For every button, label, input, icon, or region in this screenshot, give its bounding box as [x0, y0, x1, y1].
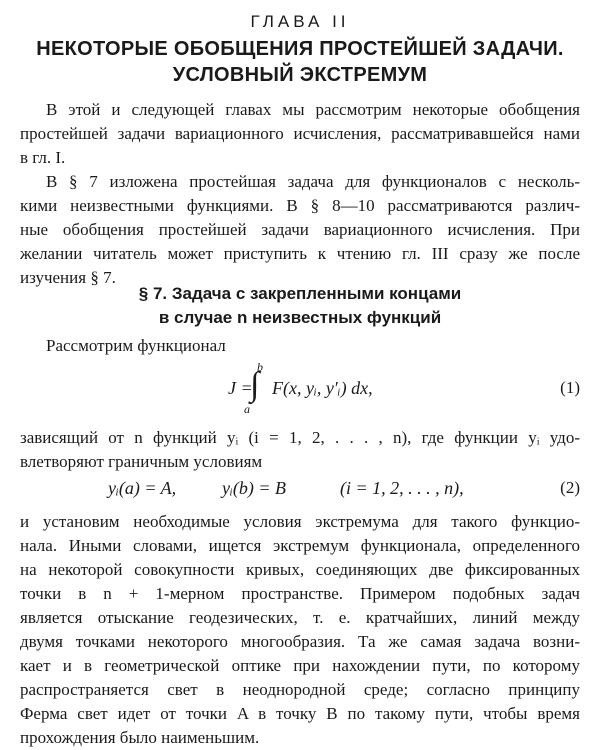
eq2-part-2: yᵢ(b) = B [222, 478, 286, 498]
eq1-integrand: F(x, yᵢ, y′ᵢ) dx, [272, 378, 373, 398]
text-line: Рассмотрим функционал [46, 336, 226, 355]
eq2-number: (2) [560, 478, 580, 497]
eq1-upper-limit: b [257, 360, 263, 374]
text-line: простейшей задачи вариационного исчисления, рассматривавшейся нами [20, 124, 580, 143]
text-line: точки в n + 1-мерном пространстве. Примером подобных задач [20, 584, 580, 603]
chapter-heading: ГЛАВА II [250, 12, 350, 31]
text-line: изучения § 7. [20, 268, 116, 287]
section-heading [0, 282, 600, 330]
text-line: зависящий от n функций yᵢ (i = 1, 2, . . . , n), где функции yᵢ удо- [20, 428, 580, 447]
eq1-lhs: J = [228, 378, 253, 398]
integral-sign: ∫ [250, 366, 260, 403]
section-heading-line-2: в случае n неизвестных функций [158, 308, 442, 327]
text-line: Ферма свет идет от точки A в точку B по такому пути, чтобы время [20, 704, 580, 723]
text-line: В этой и следующей главах мы рассмотрим некоторые обобщения [46, 100, 580, 119]
text-line: и установим необходимые условия экстремума для такого функцио- [20, 512, 580, 531]
section-heading-line-1: § 7. Задача с закрепленными концами [138, 284, 462, 303]
eq1-number: (1) [560, 378, 580, 397]
text-line: ные обобщения простейшей задачи вариационного исчисления. При [20, 220, 580, 239]
body-paragraph [20, 510, 580, 750]
text-line: является отыскание геодезических, т. е. кратчайших, линий между [20, 608, 580, 627]
eq1-lower-limit: a [244, 402, 250, 416]
equation-2 [0, 478, 600, 506]
text-line: влетворяют граничным условиям [20, 452, 263, 471]
text-line: нала. Иными словами, ищется экстремум функционала, определенного [20, 536, 580, 555]
eq2-part-1: yᵢ(a) = A, [108, 478, 177, 498]
equation-1 [0, 362, 600, 420]
text-line: желании читатель может приступить к чтению гл. III сразу же после [20, 244, 580, 263]
chapter-title [0, 36, 600, 88]
chapter-title-line-1: НЕКОТОРЫЕ ОБОБЩЕНИЯ ПРОСТЕЙШЕЙ ЗАДАЧИ. [36, 38, 564, 60]
intro-paragraph [20, 98, 580, 170]
text-line: распространяется свет в неоднородной среде; согласно принципу [20, 680, 580, 699]
text-line: в гл. I. [20, 148, 66, 167]
text-line: на некоторой совокупности кривых, соединяющих две фиксированных [20, 560, 580, 579]
text-line: кими неизвестными функциями. В § 8—10 рассматриваются различ- [20, 196, 580, 215]
consider-paragraph [20, 334, 580, 358]
after-eq1-paragraph [20, 426, 580, 474]
eq2-part-3: (i = 1, 2, . . . , n), [340, 478, 464, 498]
chapter-title-line-2: УСЛОВНЫЙ ЭКСТРЕМУМ [172, 64, 428, 86]
text-line: В § 7 изложена простейшая задача для функционалов с несколь- [46, 172, 580, 191]
text-line: прохождения было наименьшим. [20, 728, 260, 747]
text-line: кает и в геометрической оптике при нахождении пути, по которому [20, 656, 580, 675]
intro-paragraph-2 [20, 170, 580, 290]
text-line: двумя точками некоторого многообразия. Та же самая задача возни- [20, 632, 580, 651]
